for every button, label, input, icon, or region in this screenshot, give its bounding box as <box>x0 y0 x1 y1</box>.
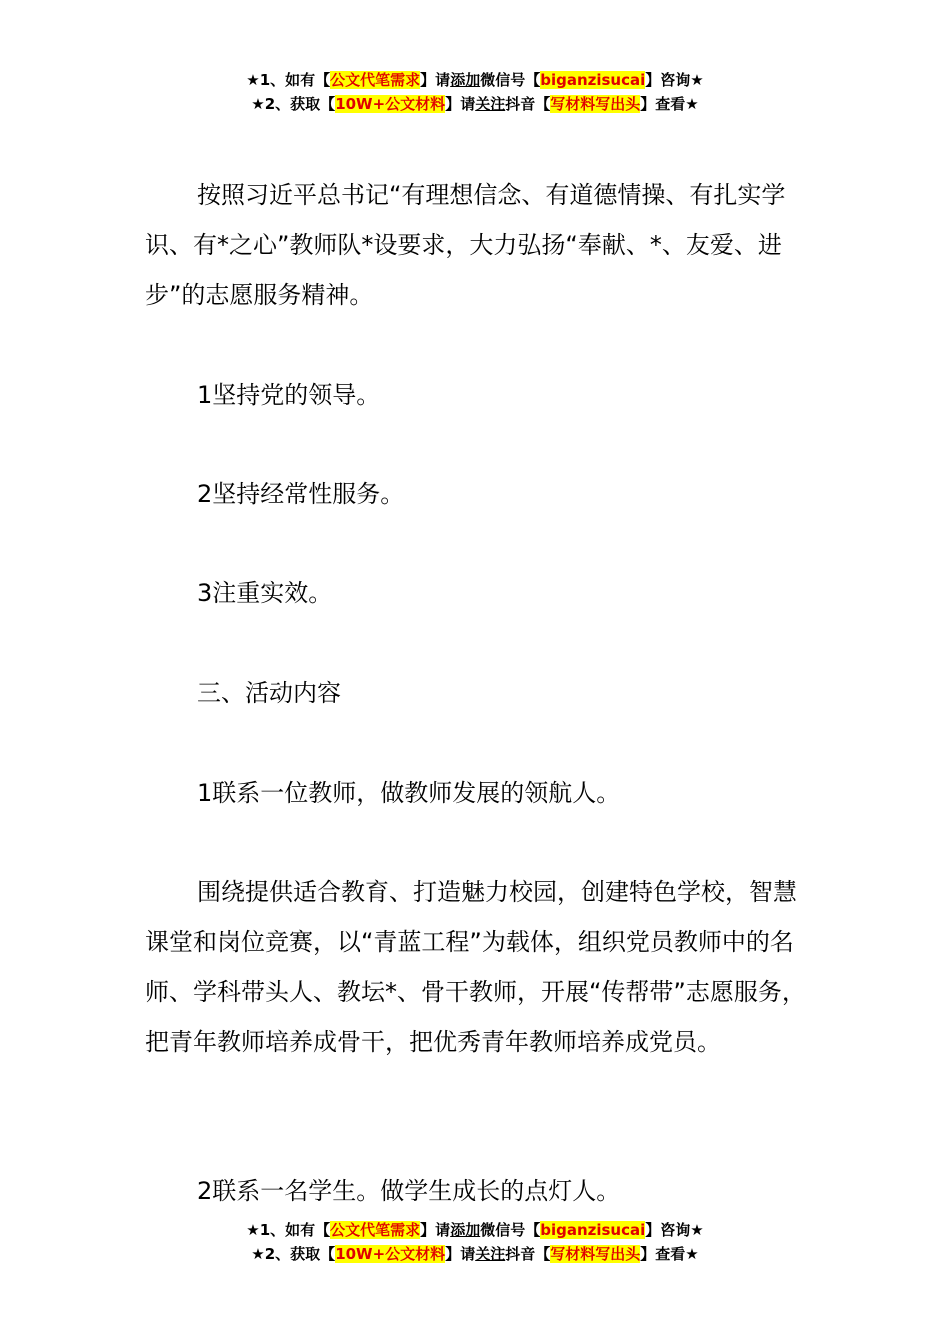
document-body <box>145 170 810 320</box>
principle-1: 1坚持党的领导。 <box>197 381 381 409</box>
section-heading: 三、活动内容 <box>197 679 341 707</box>
header-banner <box>0 68 950 116</box>
principle-3: 3注重实效。 <box>197 579 333 607</box>
banner-line-1: ★1、如有【公文代笔需求】请添加微信号【biganzisucai】咨询★ <box>246 1221 704 1239</box>
activity-1-title: 1联系一位教师，做教师发展的领航人。 <box>197 779 621 807</box>
activity-1-paragraph: 围绕提供适合教育、打造魅力校园，创建特色学校，智慧课堂和岗位竞赛，以“青蓝工程”为载体，组织党员教师中的名师、学科带头人、教坛*、骨干教师，开展“传帮带”志愿服务，把青年教师培养成骨干，把优秀青年教师培养成党员。 <box>145 878 806 1056</box>
douyin-account: 写材料写出头 <box>550 95 641 113</box>
highlight-service: 公文代笔需求 <box>330 71 421 89</box>
paragraph-intro: 按照习近平总书记“有理想信念、有道德情操、有扎实学识、有*之心”教师队*设要求，大力弘扬“奉献、*、友爱、进步”的志愿服务精神。 <box>145 181 786 309</box>
banner-line-2: ★2、获取【10W+公文材料】请关注抖音【写材料写出头】查看★ <box>251 95 699 113</box>
footer-banner <box>0 1218 950 1266</box>
highlight-materials: 10W+公文材料 <box>335 95 446 113</box>
wechat-id: biganzisucai <box>540 71 646 89</box>
principle-2: 2坚持经常性服务。 <box>197 480 405 508</box>
activity-2-title: 2联系一名学生。做学生成长的点灯人。 <box>197 1177 621 1205</box>
banner-line-1: ★1、如有【公文代笔需求】请添加微信号【biganzisucai】咨询★ <box>246 71 704 89</box>
banner-line-2: ★2、获取【10W+公文材料】请关注抖音【写材料写出头】查看★ <box>251 1245 699 1263</box>
